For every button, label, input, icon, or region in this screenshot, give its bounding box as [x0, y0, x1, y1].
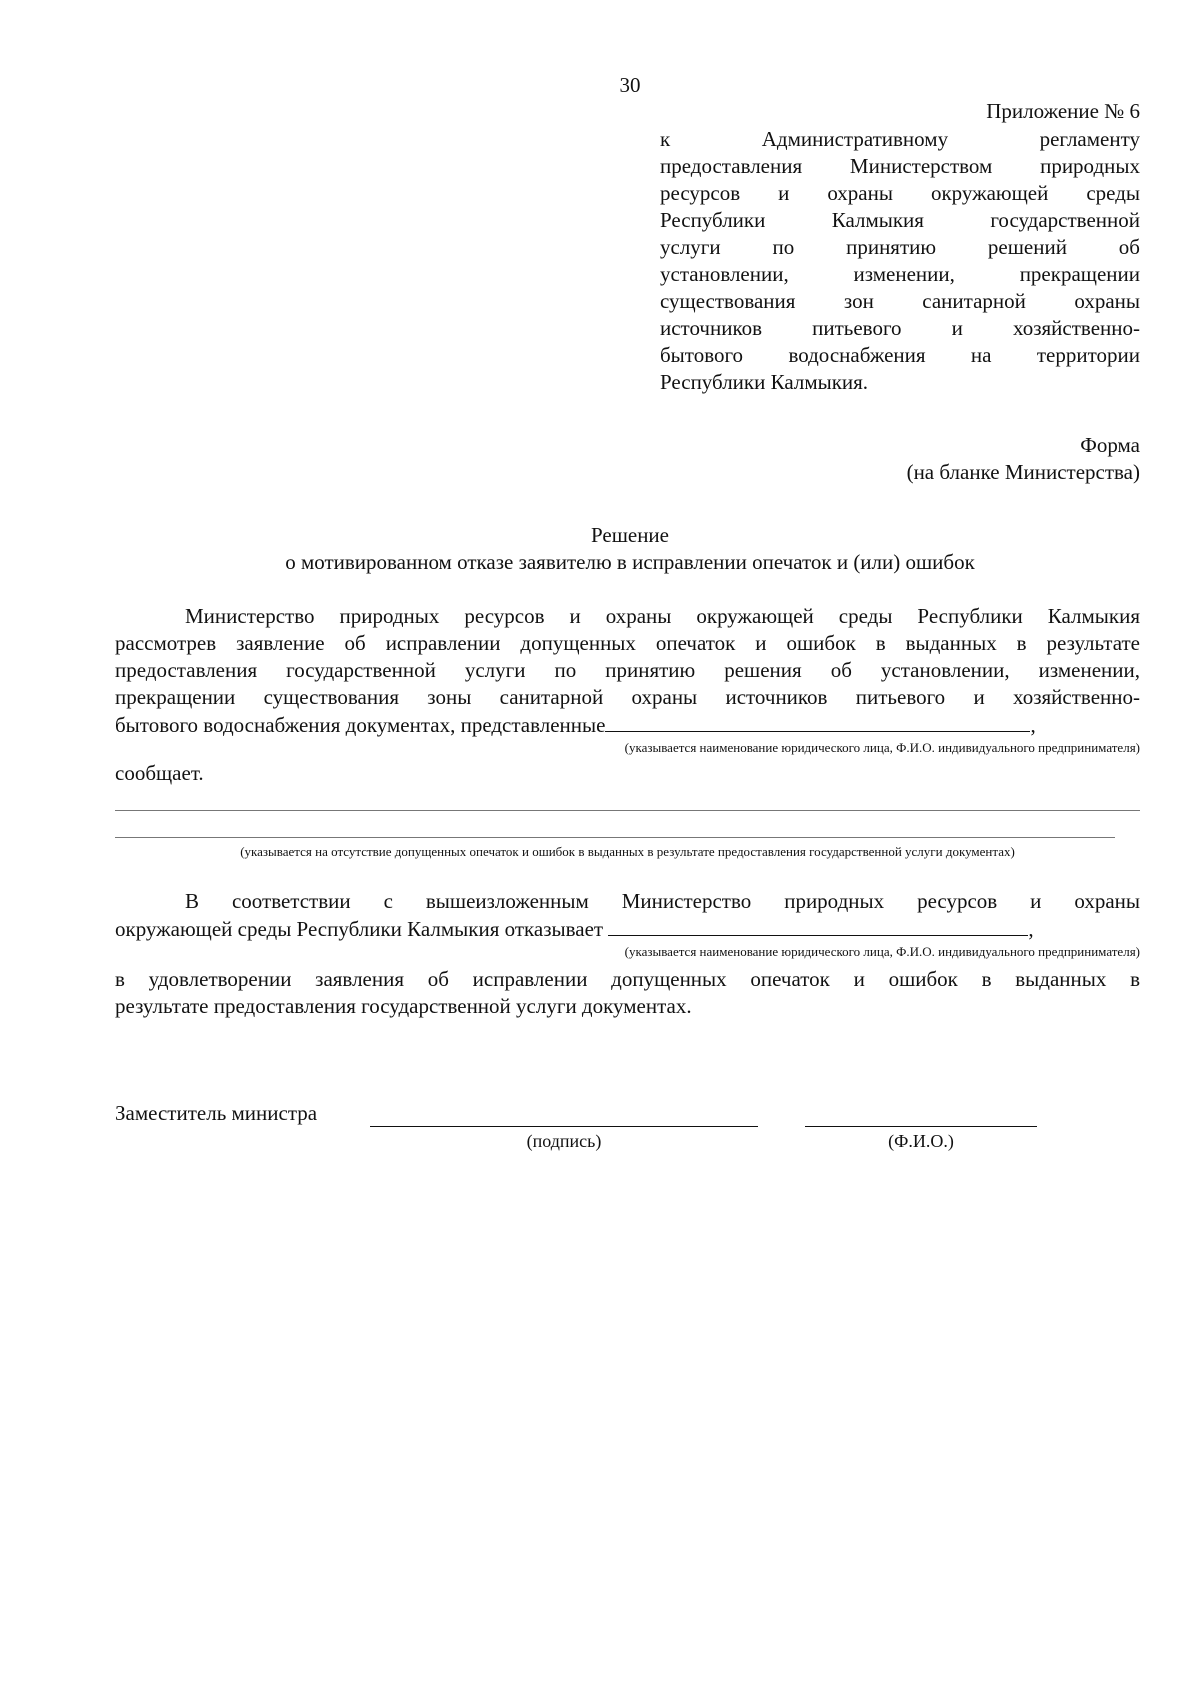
annex-line: к Административному регламенту: [660, 127, 1140, 151]
annex-line: Республики Калмыкия государственной: [660, 208, 1140, 232]
paragraph-line: В соответствии с вышеизложенным Министерство природных ресурсов и охраны: [185, 889, 1140, 913]
paragraph-closing: сообщает.: [115, 761, 204, 785]
paragraph-refusal: [115, 888, 1140, 943]
signatory-position: Заместитель министра: [115, 1101, 318, 1125]
page-number: 30: [619, 73, 641, 97]
comma: ,: [1028, 917, 1034, 941]
refused-applicant-hint: (указывается наименование юридического лица, Ф.И.О. индивидуального предпринимателя): [624, 944, 1140, 959]
paragraph-refusal-continued: [115, 966, 1140, 1020]
form-note: (на бланке Министерства): [906, 460, 1140, 484]
annex-line: ресурсов и охраны окружающей среды: [660, 181, 1140, 205]
paragraph-line: результате предоставления государственной услуги документах.: [115, 994, 692, 1018]
absence-hint: (указывается на отсутствие допущенных опечаток и ошибок в выданных в результате предоставления государственной услуги документах): [240, 844, 1015, 859]
paragraph-line-text: бытового водоснабжения документах, представленные: [115, 713, 606, 737]
comma: ,: [1030, 713, 1036, 737]
document-subtitle: о мотивированном отказе заявителю в исправлении опечаток и (или) ошибок: [285, 550, 975, 574]
absence-blank-line-1[interactable]: [115, 810, 1140, 811]
annex-line: услуги по принятию решений об: [660, 235, 1140, 259]
paragraph-line: рассмотрев заявление об исправлении допущенных опечаток и ошибок в выданных в результате: [115, 631, 1140, 655]
form-label: Форма: [1080, 433, 1140, 457]
signature-hint: (подпись): [526, 1131, 602, 1151]
refused-applicant-blank[interactable]: [608, 915, 1028, 936]
full-name-line[interactable]: [805, 1126, 1037, 1127]
annex-body: [660, 126, 1140, 396]
applicant-name-hint: (указывается наименование юридического лица, Ф.И.О. индивидуального предпринимателя): [624, 740, 1140, 755]
full-name-hint: (Ф.И.О.): [888, 1131, 954, 1151]
absence-blank-line-2[interactable]: [115, 837, 1115, 838]
annex-line: бытового водоснабжения на территории: [660, 343, 1140, 367]
annex-line: установлении, изменении, прекращении: [660, 262, 1140, 286]
annex-line: существования зон санитарной охраны: [660, 289, 1140, 313]
paragraph-line: предоставления государственной услуги по принятию решения об установлении, изменении,: [115, 658, 1140, 682]
paragraph-line: в удовлетворении заявления об исправлении допущенных опечаток и ошибок в выданных в: [115, 967, 1140, 991]
paragraph-line: Министерство природных ресурсов и охраны окружающей среды Республики Калмыкия: [185, 604, 1140, 628]
applicant-name-blank[interactable]: [605, 711, 1030, 732]
annex-line: источников питьевого и хозяйственно-: [660, 316, 1140, 340]
paragraph-review: [115, 603, 1140, 739]
annex-title: Приложение № 6: [986, 99, 1140, 123]
paragraph-line-with-blank: [115, 915, 1140, 943]
annex-line: предоставления Министерством природных: [660, 154, 1140, 178]
document-title: Решение: [590, 523, 669, 547]
paragraph-line-text: окружающей среды Республики Калмыкия отказывает: [115, 917, 604, 941]
signature-line[interactable]: [370, 1126, 758, 1127]
paragraph-line-with-blank: [115, 711, 1140, 739]
paragraph-line: прекращении существования зоны санитарной охраны источников питьевого и хозяйственно-: [115, 685, 1140, 709]
annex-line: Республики Калмыкия.: [660, 370, 869, 394]
